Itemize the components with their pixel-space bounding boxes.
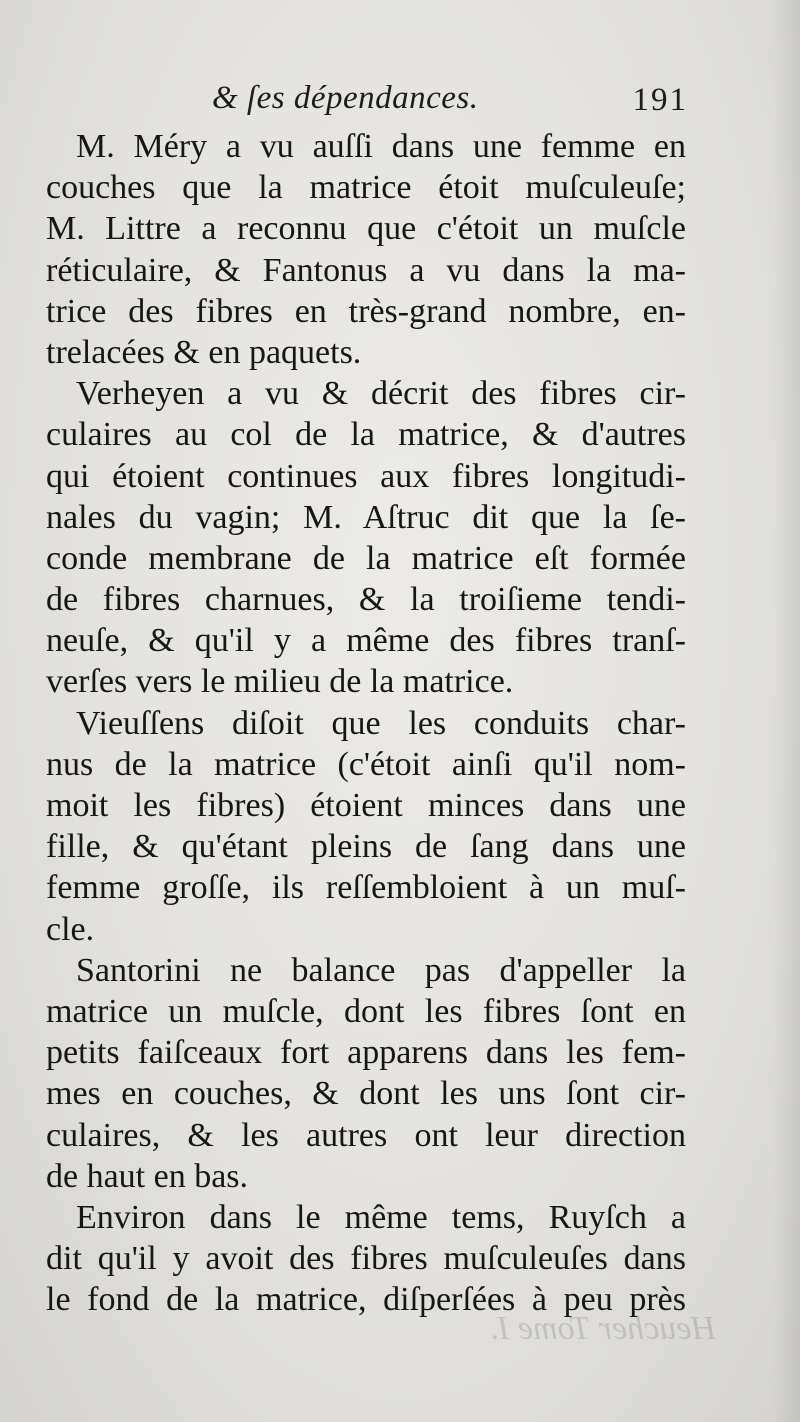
bleed-through-text: Heucher Tome I. xyxy=(489,1310,716,1347)
text-line: M. Littre a reconnu que c'étoit un muſcle xyxy=(46,210,686,248)
text-line: dit qu'il y avoit des fibres muſculeuſes dans xyxy=(46,1240,686,1278)
text-line: cle. xyxy=(46,910,95,948)
text-line: M. Méry a vu auſſi dans une femme en xyxy=(76,128,686,165)
page-number: 191 xyxy=(632,82,688,118)
text-line: conde membrane de la matrice eſt formée xyxy=(46,539,686,577)
page-header xyxy=(48,80,688,126)
page-edge-shadow xyxy=(772,0,800,1422)
text-line: couches que la matrice étoit muſculeuſe; xyxy=(46,169,686,207)
text-line: de haut en bas. xyxy=(46,1157,249,1195)
text-line: moit les fibres) étoient minces dans une xyxy=(46,787,686,824)
text-line: femme groſſe, ils reſſembloient à un muſ- xyxy=(46,869,686,907)
text-line: de fibres charnues, & la troiſieme tendi- xyxy=(46,581,686,619)
text-line: fille, & qu'étant pleins de ſang dans une xyxy=(46,828,686,866)
text-line: neuſe, & qu'il y a même des fibres tranſ- xyxy=(46,622,686,660)
text-line: nus de la matrice (c'étoit ainſi qu'il nom- xyxy=(46,745,686,783)
running-head: & ſes dépendances. xyxy=(212,80,479,116)
text-line: Environ dans le même tems, Ruyſch a xyxy=(76,1198,686,1236)
text-line: culaires au col de la matrice, & d'autres xyxy=(46,416,686,454)
text-line: Santorini ne balance pas d'appeller la xyxy=(76,951,686,989)
text-line: verſes vers le milieu de la matrice. xyxy=(46,663,514,701)
text-line: le fond de la matrice, diſperſées à peu près xyxy=(46,1281,686,1319)
text-line: réticulaire, & Fantonus a vu dans la ma- xyxy=(46,251,686,289)
body-text xyxy=(46,126,686,1320)
text-line: qui étoient continues aux fibres longitudi- xyxy=(46,457,686,495)
text-line: mes en couches, & dont les uns ſont cir- xyxy=(46,1075,686,1113)
text-line: trelacées & en paquets. xyxy=(46,333,362,371)
text-line: petits faiſceaux fort apparens dans les fem- xyxy=(46,1034,686,1072)
text-line: matrice un muſcle, dont les fibres ſont en xyxy=(46,992,686,1030)
text-line: Vieuſſens diſoit que les conduits char- xyxy=(76,704,686,742)
text-line: Verheyen a vu & décrit des fibres cir- xyxy=(76,375,686,413)
text-line: culaires, & les autres ont leur direction xyxy=(46,1116,686,1154)
text-line: trice des fibres en très-grand nombre, en- xyxy=(46,292,686,330)
text-line: nales du vagin; M. Aſtruc dit que la ſe- xyxy=(46,498,686,536)
